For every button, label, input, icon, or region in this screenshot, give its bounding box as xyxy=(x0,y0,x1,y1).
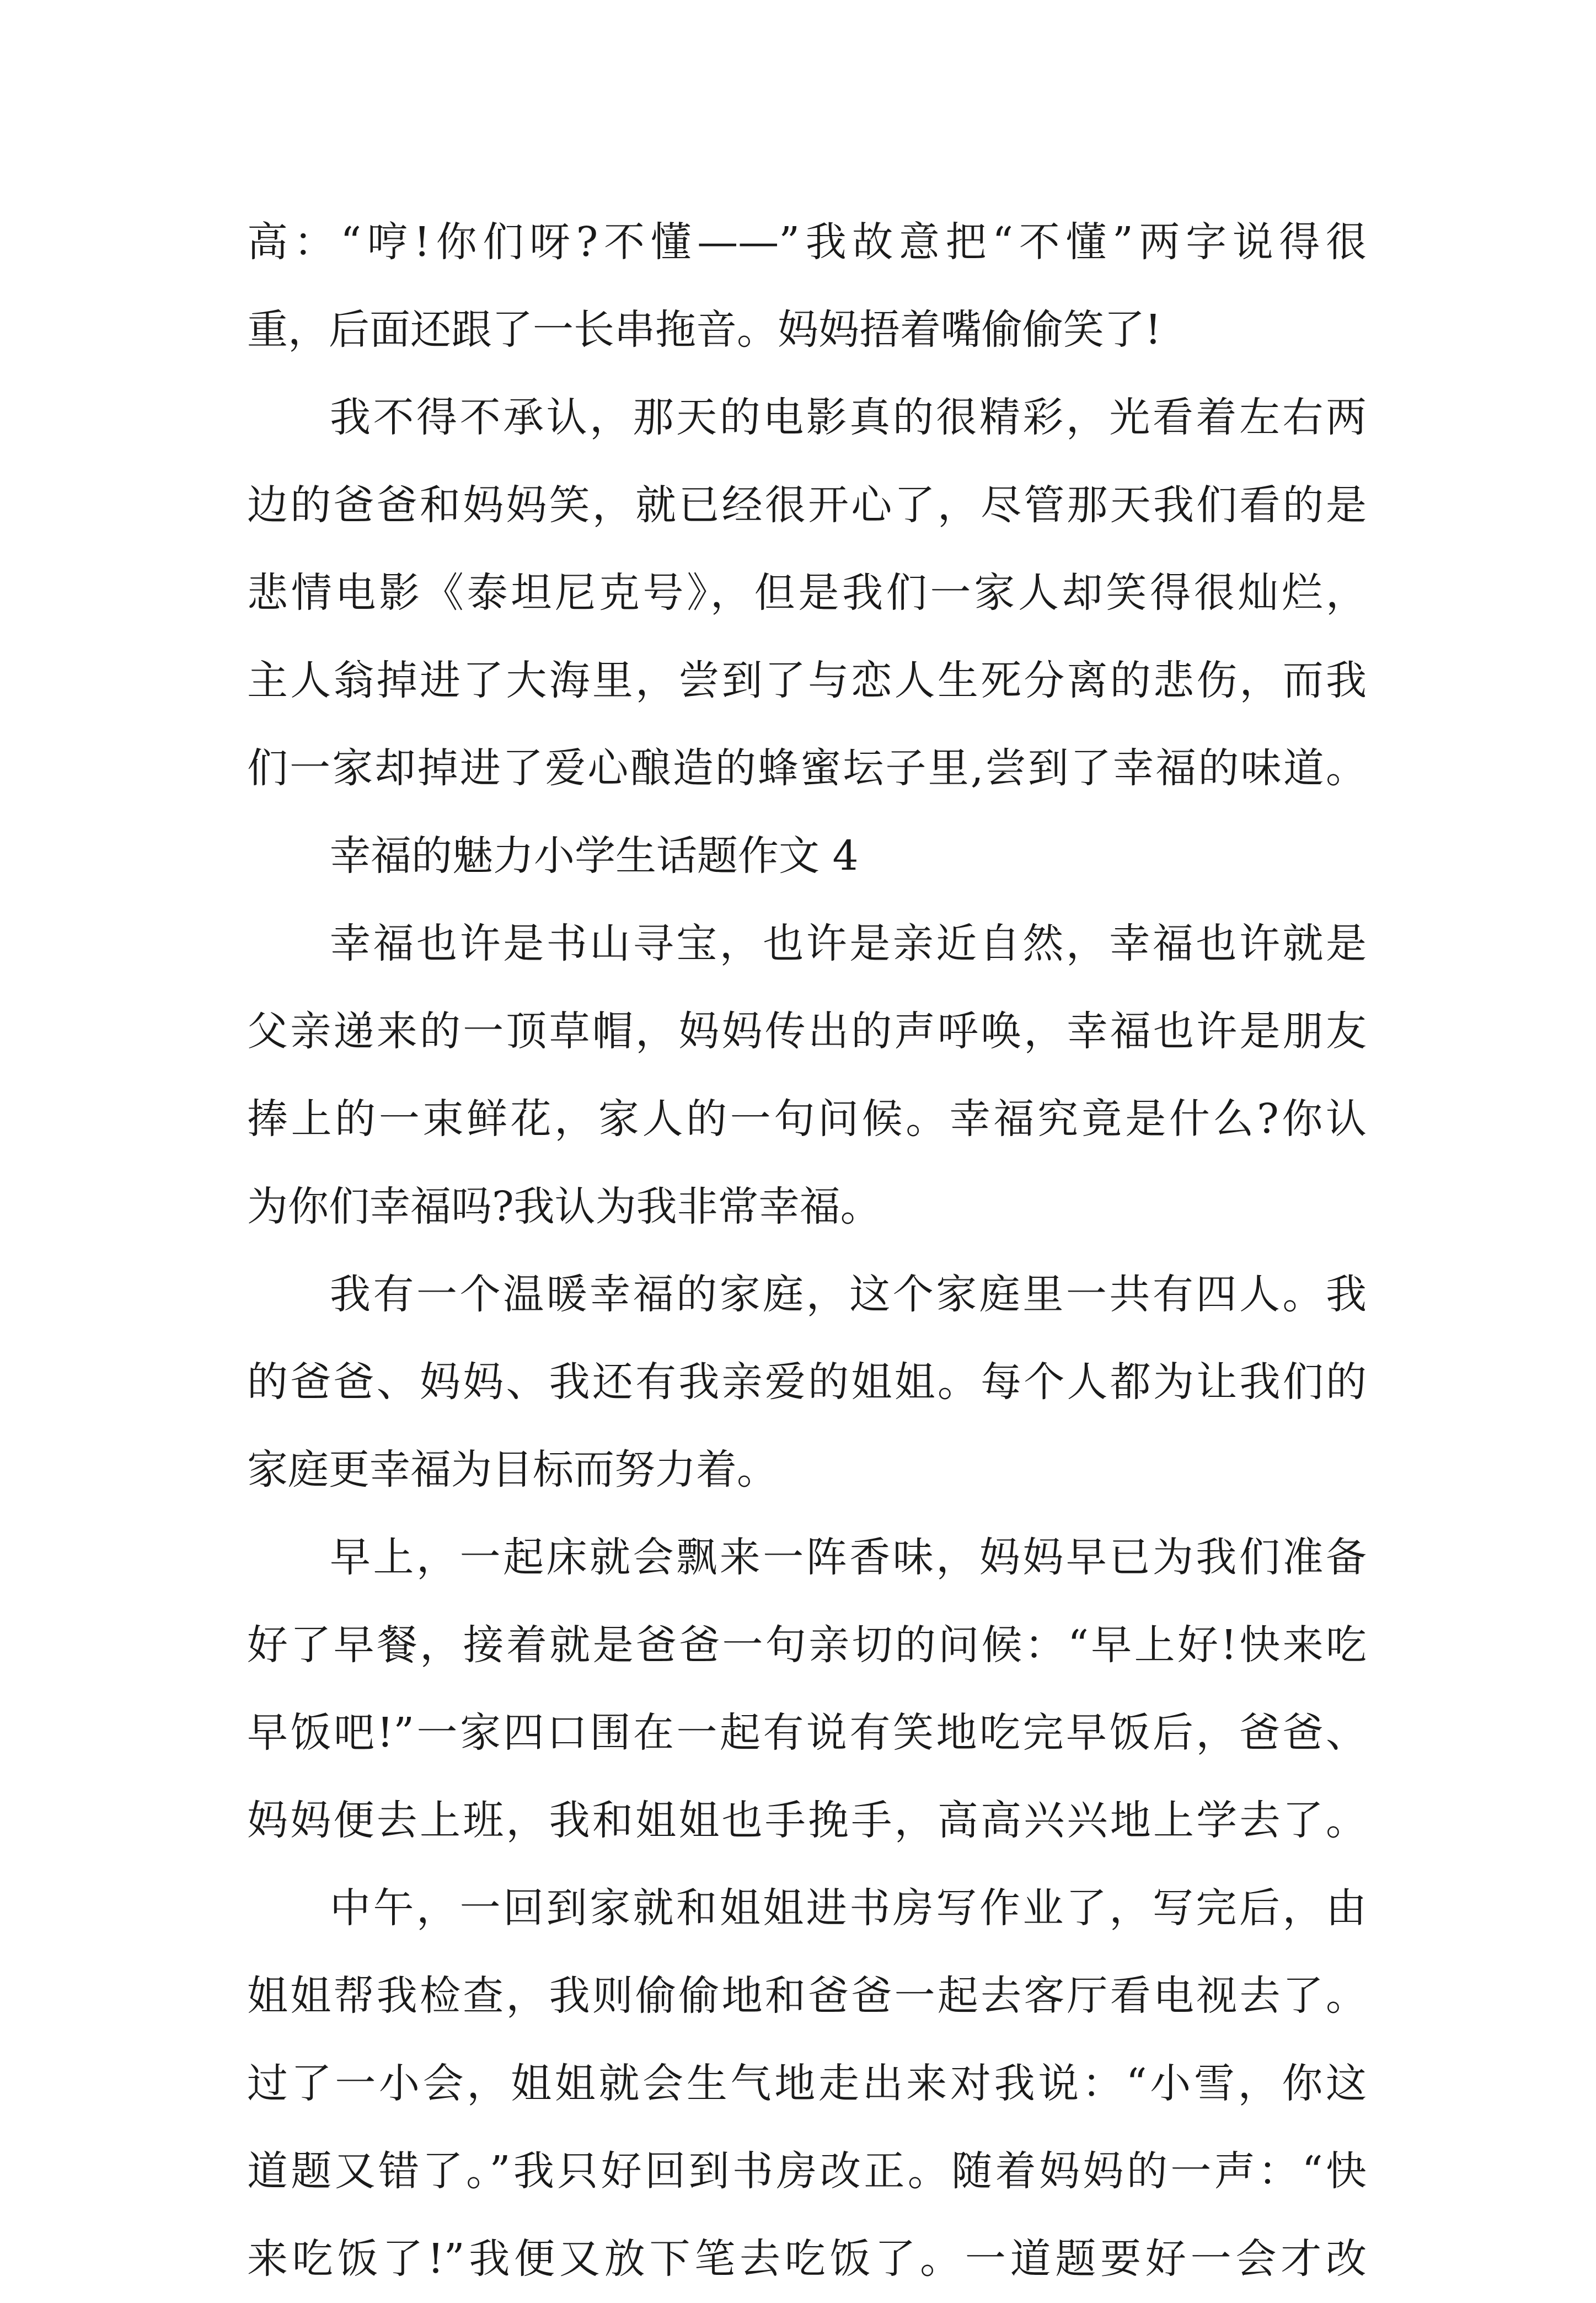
text-line: 过了一小会，姐姐就会生气地走出来对我说：“小雪，你这 xyxy=(247,2060,1367,2107)
paragraph-start-line: 幸福也许是书山寻宝，也许是亲近自然，幸福也许就是 xyxy=(330,920,1367,967)
paragraph-start-line: 我有一个温暖幸福的家庭，这个家庭里一共有四人。我 xyxy=(330,1271,1367,1318)
text-line: 的爸爸、妈妈、我还有我亲爱的姐姐。每个人都为让我们的 xyxy=(247,1358,1367,1406)
text-line: 好了早餐，接着就是爸爸一句亲切的问候：“早上好!快来吃 xyxy=(247,1621,1367,1669)
text-line: 早饭吧!”一家四口围在一起有说有笑地吃完早饭后，爸爸、 xyxy=(247,1709,1367,1756)
text-line: 高：“哼!你们呀?不懂——”我故意把“不懂”两字说得很 xyxy=(247,218,1367,266)
section-heading: 幸福的魅力小学生话题作文 4 xyxy=(330,832,859,880)
text-line: 边的爸爸和妈妈笑，就已经很开心了，尽管那天我们看的是 xyxy=(247,481,1367,529)
paragraph-start-line: 我不得不承认，那天的电影真的很精彩，光看着左右两 xyxy=(330,394,1367,441)
text-line: 道题又错了。”我只好回到书房改正。随着妈妈的一声：“快 xyxy=(247,2147,1367,2195)
text-line: 悲情电影《泰坦尼克号》，但是我们一家人却笑得很灿烂， xyxy=(247,569,1367,617)
text-line: 妈妈便去上班，我和姐姐也手挽手，高高兴兴地上学去了。 xyxy=(247,1797,1367,1844)
text-line: 为你们幸福吗?我认为我非常幸福。 xyxy=(247,1183,881,1230)
body-text xyxy=(247,199,1367,2303)
text-line: 家庭更幸福为目标而努力着。 xyxy=(247,1446,778,1493)
text-line: 重，后面还跟了一长串拖音。妈妈捂着嘴偷偷笑了! xyxy=(247,306,1161,354)
text-line: 捧上的一束鲜花，家人的一句问候。幸福究竟是什么?你认 xyxy=(247,1095,1367,1143)
text-line: 主人翁掉进了大海里，尝到了与恋人生死分离的悲伤，而我 xyxy=(247,657,1367,704)
text-line: 姐姐帮我检查，我则偷偷地和爸爸一起去客厅看电视去了。 xyxy=(247,1972,1367,2020)
paragraph-start-line: 中午，一回到家就和姐姐进书房写作业了，写完后，由 xyxy=(330,1884,1367,1932)
text-line: 来吃饭了!”我便又放下笔去吃饭了。一道题要好一会才改 xyxy=(247,2235,1367,2283)
paragraph-start-line: 早上，一起床就会飘来一阵香味，妈妈早已为我们准备 xyxy=(330,1534,1367,1581)
text-line: 们一家却掉进了爱心酿造的蜂蜜坛子里,尝到了幸福的味道。 xyxy=(247,745,1367,792)
text-line: 父亲递来的一顶草帽，妈妈传出的声呼唤，幸福也许是朋友 xyxy=(247,1008,1367,1055)
